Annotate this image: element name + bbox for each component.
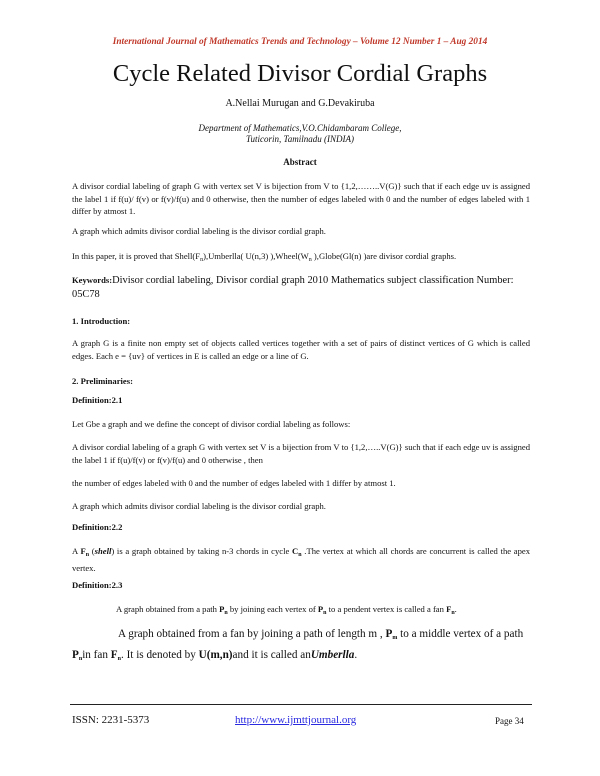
- text-run: by joining each vertex of: [227, 604, 318, 614]
- symbol: C: [292, 546, 299, 556]
- definition-2-1-paragraph-2: A divisor cordial labeling of a graph G with vertex set V is a bijection from V to {1,2,…..V(G)} such that if each edge uv is assigned the label 1 if f(u)/f(v) or f(v)/f(u) and 0 otherwise , then: [72, 442, 530, 465]
- definition-2-1-paragraph-4: A graph which admits divisor cordial labeling is the divisor cordial graph.: [72, 501, 326, 511]
- paper-title: Cycle Related Divisor Cordial Graphs: [112, 60, 488, 87]
- journal-header: International Journal of Mathematics Trends and Technology – Volume 12 Number 1 – Aug 2014: [112, 37, 488, 47]
- keywords-label: Keywords:: [72, 275, 113, 285]
- subscript: n: [451, 610, 455, 616]
- symbol: F: [80, 546, 86, 556]
- term: Umberlla: [310, 649, 355, 661]
- subscript: n: [200, 257, 204, 263]
- symbol: P: [317, 604, 324, 614]
- keywords: [72, 273, 530, 302]
- introduction-paragraph: A graph G is a finite non empty set of objects called vertices together with a set of pairs of distinct vertices of G which is called edges. Each e = {uv} of vertices in E is called an edge or a line of G.: [72, 338, 530, 361]
- affiliation-line-1: Department of Mathematics,V.O.Chidambaram College,: [198, 123, 402, 133]
- symbol: U(m,n): [198, 649, 233, 661]
- footer-journal-link[interactable]: http://www.ijmttjournal.org: [235, 714, 357, 726]
- definition-2-2-paragraph: A $F_n$ (shell) is a graph obtained by taking n-3 chords in cycle $C_n$ .The vertex at which all chords are concurrent is called the apex vertex.: [72, 546, 531, 573]
- text-run: .: [354, 649, 358, 661]
- subscript: n: [224, 610, 228, 616]
- definition-2-2-heading: Definition:2.2: [72, 522, 123, 532]
- definition-2-1-paragraph-3: the number of edges labeled with 0 and the number of edges labeled with 1 differ by atmost 1.: [72, 478, 396, 488]
- authors: A.Nellai Murugan and G.Devakiruba: [225, 98, 375, 109]
- abstract-heading: Abstract: [283, 157, 317, 167]
- definition-2-1-paragraph-1: Let Gbe a graph and we define the concept of divisor cordial labeling as follows:: [72, 419, 351, 429]
- subscript: n: [308, 257, 312, 263]
- text-run: .The vertex at which all chords are concurrent is called the apex vertex.: [72, 546, 531, 573]
- text-run: in fan: [82, 649, 111, 661]
- term: shell: [94, 546, 112, 556]
- text-run: to a middle vertex of a path: [397, 628, 524, 640]
- subscript: n: [78, 656, 83, 662]
- text-run: and it is called an: [232, 649, 311, 661]
- affiliation-line-2: Tuticorin, Tamilnadu (INDIA): [246, 134, 354, 144]
- text-run: .: [454, 604, 457, 614]
- text-run: ),Umberlla( U(n,3) ),Wheel(W: [203, 251, 309, 261]
- affiliation: [0, 123, 600, 145]
- text-run: A: [72, 546, 81, 556]
- subscript: n: [298, 552, 302, 558]
- text-run: A graph obtained from a fan by joining a path of length m ,: [118, 628, 386, 640]
- footer-issn: ISSN: 2231-5373: [72, 714, 150, 726]
- section-heading-preliminaries: 2. Preliminaries:: [72, 376, 133, 386]
- definition-2-1-heading: Definition:2.1: [72, 395, 123, 405]
- symbol: P: [72, 649, 79, 661]
- text-run: In this paper, it is proved that Shell(F: [72, 251, 201, 261]
- symbol: F: [110, 649, 118, 661]
- text-run: A graph obtained from a path: [116, 604, 220, 614]
- abstract-paragraph-1: A divisor cordial labeling of graph G with vertex set V is bijection from V to {1,2,……..V(G)} such that if each edge uv is assigned the label 1 if f(u)/ f(v) or f(v)/f(u) and 0 otherwise, then the number of edges labeled with 0 and the number of edges labeled with 1 differ by atmost 1.: [72, 181, 530, 217]
- definition-2-3-heading: Definition:2.3: [72, 580, 123, 590]
- abstract-paragraph-2: A graph which admits divisor cordial labeling is the divisor cordial graph.: [72, 226, 326, 236]
- text-run: is a graph obtained by taking n-3 chords in cycle: [114, 546, 293, 556]
- definition-2-3-paragraph: [116, 603, 530, 620]
- subscript: m: [392, 635, 398, 641]
- umbrella-definition-paragraph: [72, 626, 530, 668]
- keywords-text: Divisor cordial labeling, Divisor cordial graph 2010 Mathematics subject classification Number: 05C78: [72, 275, 514, 300]
- subscript: n: [117, 656, 121, 662]
- text-run: . It is denoted by: [120, 649, 199, 661]
- symbol: F: [446, 604, 452, 614]
- subscript: n: [323, 610, 327, 616]
- text-run: ),Globe(Gl(n) )are divisor cordial graphs.: [311, 251, 457, 261]
- symbol: P: [385, 628, 393, 640]
- footer-divider: [70, 704, 532, 705]
- section-heading-introduction: 1. Introduction:: [72, 316, 131, 326]
- footer-page-number: Page 34: [495, 716, 524, 726]
- abstract-paragraph-3: [72, 250, 530, 267]
- subscript: n: [85, 552, 90, 558]
- text-run: to a pendent vertex is called a fan: [326, 604, 447, 614]
- symbol: P: [219, 604, 225, 614]
